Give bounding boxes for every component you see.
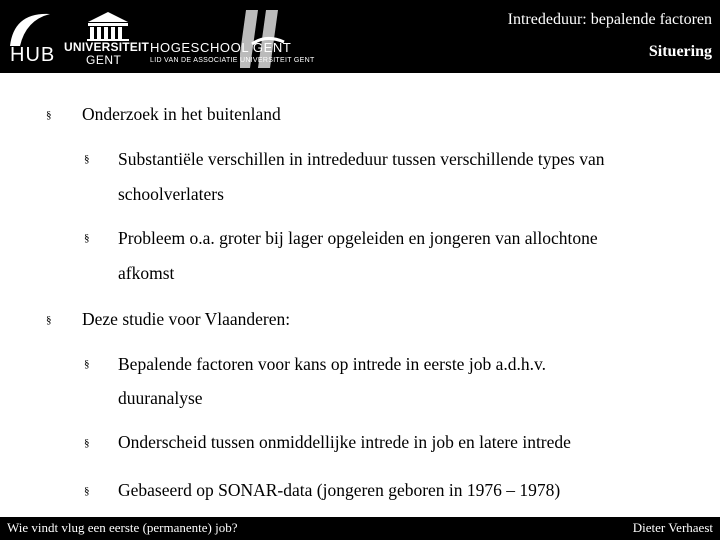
list-item-line: duuranalyse	[118, 388, 203, 408]
list-item-line: Probleem o.a. groter bij lager opgeleiden en jongeren van allochtone	[118, 228, 598, 248]
hub-logo-text: HUB	[10, 44, 56, 66]
footer-bar	[0, 517, 720, 540]
bullet-icon: §	[84, 358, 90, 370]
section-heading-abroad: Onderzoek in het buitenland	[82, 104, 281, 124]
bullet-icon: §	[46, 109, 52, 121]
header-bar	[0, 0, 720, 73]
bullet-icon: §	[84, 232, 90, 244]
bullet-icon: §	[84, 437, 90, 449]
ugent-logo-line2: GENT	[86, 53, 122, 67]
list-item-line: schoolverlaters	[118, 184, 224, 204]
list-item-line: Bepalende factoren voor kans op intrede in eerste job a.d.h.v.	[118, 354, 546, 374]
slide-subtitle: Situering	[648, 43, 712, 60]
footer-presentation-title: Wie vindt vlug een eerste (permanente) job?	[7, 520, 238, 535]
hogent-logo-subtext: LID VAN DE ASSOCIATIE UNIVERSITEIT GENT	[150, 57, 315, 64]
slide-title: Intrededuur: bepalende factoren	[507, 11, 712, 28]
bullet-icon: §	[84, 485, 90, 497]
section-heading-flanders: Deze studie voor Vlaanderen:	[82, 309, 291, 329]
list-item-line: Onderscheid tussen onmiddellijke intrede in job en latere intrede	[118, 432, 571, 452]
hogent-logo-text: HOGESCHOOL GENT	[150, 40, 292, 55]
footer-author: Dieter Verhaest	[632, 520, 713, 535]
bullet-icon: §	[46, 314, 52, 326]
list-item-line: Substantiële verschillen in intrededuur tussen verschillende types van	[118, 149, 605, 169]
list-item-line: afkomst	[118, 263, 175, 283]
list-item-line: Gebaseerd op SONAR-data (jongeren geboren in 1976 – 1978)	[118, 480, 561, 500]
bullet-icon: §	[84, 153, 90, 165]
ugent-logo-line1: UNIVERSITEIT	[64, 40, 150, 54]
